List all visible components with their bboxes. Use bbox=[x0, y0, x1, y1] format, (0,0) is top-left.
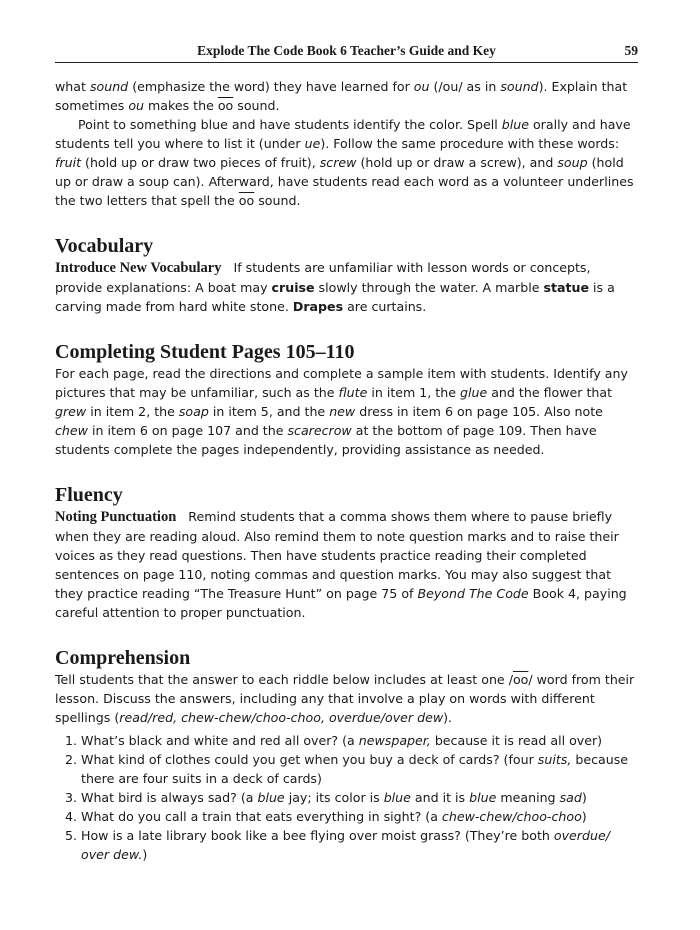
vocabulary-lead: Introduce New Vocabulary bbox=[55, 260, 222, 276]
fluency-lead: Noting Punctuation bbox=[55, 509, 177, 525]
riddle-item: 3. What bird is always sad? (a blue jay; its color is blue and it is blue meaning sad) bbox=[65, 790, 587, 805]
riddle-item: 1. What’s black and white and red all over? (a newspaper, because it is read all over) bbox=[65, 733, 603, 748]
riddle-list bbox=[55, 731, 638, 864]
running-header-title: Explode The Code Book 6 Teacher’s Guide and Key bbox=[197, 43, 496, 58]
riddle-item: 4. What do you call a train that eats everything in sight? (a chew-chew/choo-choo) bbox=[65, 809, 587, 824]
riddle-item: 2. What kind of clothes could you get when you buy a deck of cards? (four suits, because there are four suits in a deck of cards) bbox=[65, 752, 629, 786]
running-header bbox=[55, 40, 638, 63]
page-number: 59 bbox=[624, 43, 638, 58]
comprehension-paragraph: Tell students that the answer to each riddle below includes at least one $/\overline{oo}/$ word from their lesson. Discuss the answers, including any that involve a play on words with different spellings (read/red, chew-chew/choo-choo, overdue/over dew). bbox=[55, 672, 635, 725]
intro-paragraph-1: what sound (emphasize the word) they have learned for ou (/ou/ as in sound). Explain that sometimes ou makes the $\overline{oo}$ sound. bbox=[55, 79, 628, 113]
intro-paragraph-2: Point to something blue and have students identify the color. Spell blue orally and have students tell you where to list it (under ue). Follow the same procedure with these words: fruit (hold up or draw two pieces of fruit), screw (hold up or draw a screw), and soup (hold up or draw a soup can). Afterward, have students read each word as a volunteer underlines the two letters that spell the $\overline{oo}$ sound. bbox=[55, 117, 634, 208]
page-body bbox=[55, 77, 638, 864]
comprehension-heading: Comprehension bbox=[55, 647, 191, 669]
fluency-heading: Fluency bbox=[55, 484, 123, 506]
completing-paragraph: For each page, read the directions and complete a sample item with students. Identify any pictures that may be unfamiliar, such as the flute in item 1, the glue and the flower that grew in item 2, the soap in item 5, and the new dress in item 6 on page 105. Also note chew in item 6 on page 107 and the scarecrow at the bottom of page 109. Then have students complete the pages independently, providing assistance as needed. bbox=[55, 366, 628, 457]
fluency-paragraph: Noting Punctuation Remind students that a comma shows them where to pause briefly when they are reading aloud. Also remind them to note question marks and to raise their voices as they read questions. Then have students practice reading their completed sentences on page 110, noting commas and question marks. You may also suggest that they practice reading “The Treasure Hunt” on page 75 of Beyond The Code Book 4, paying careful attention to proper punctuation. bbox=[55, 509, 627, 620]
riddle-item: 5. How is a late library book like a bee flying over moist grass? (They’re both overdue/ over dew.) bbox=[65, 828, 610, 862]
vocabulary-paragraph: Introduce New Vocabulary If students are unfamiliar with lesson words or concepts, provide explanations: A boat may cruise slowly through the water. A marble statue is a carving made from hard white stone. Drapes are curtains. bbox=[55, 260, 615, 314]
completing-heading: Completing Student Pages 105–110 bbox=[55, 341, 355, 363]
vocabulary-heading: Vocabulary bbox=[55, 235, 154, 257]
